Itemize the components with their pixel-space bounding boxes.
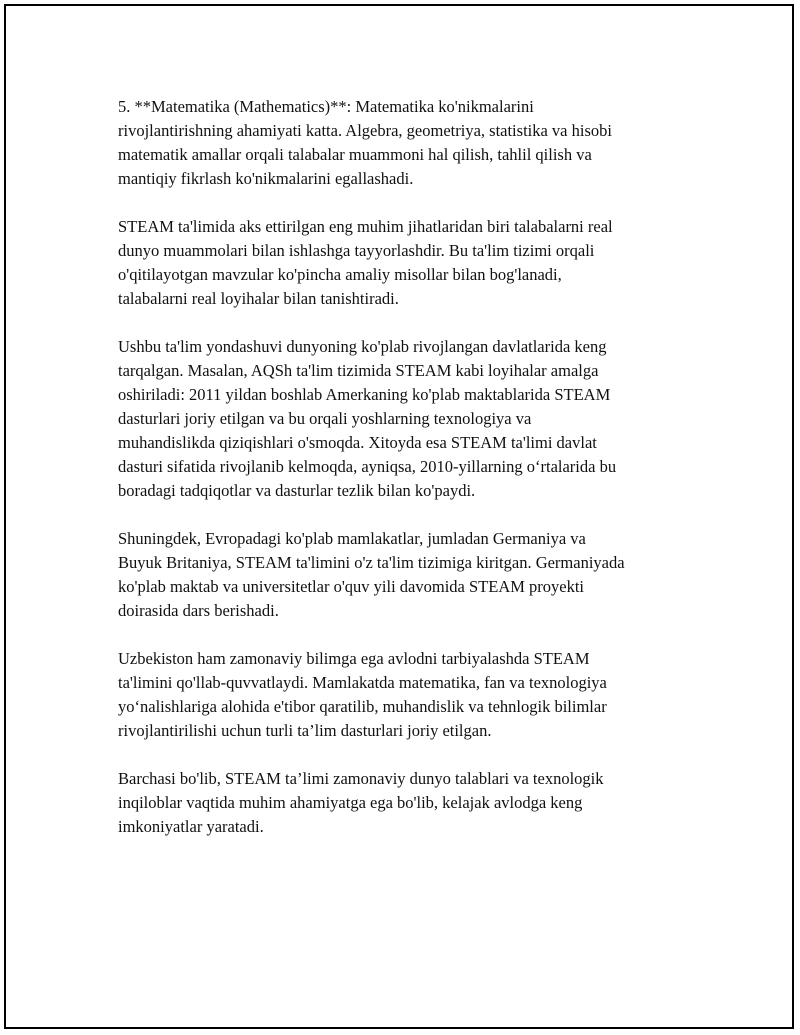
text-line: rivojlantirilishi uchun turli ta’lim dasturlari joriy etilgan. [118,721,492,740]
text-line: Uzbekiston ham zamonaviy bilimga ega avlodni tarbiyalashda STEAM [118,649,590,668]
text-line: muhandislikda qiziqishlari o'smoqda. Xitoyda esa STEAM ta'limi davlat [118,433,597,452]
text-line: dasturlari joriy etilgan va bu orqali yoshlarning texnologiya va [118,409,532,428]
text-line: doirasida dars berishadi. [118,601,279,620]
paragraph-uzbekistan [118,647,688,743]
paragraph-real-world [118,215,688,311]
document-body [118,95,688,863]
paragraph-europe [118,527,688,623]
text-line: boradagi tadqiqotlar va dasturlar tezlik bilan ko'paydi. [118,481,476,500]
text-line: rivojlantirishning ahamiyati katta. Algebra, geometriya, statistika va hisobi [118,121,612,140]
text-line: ta'limini qo'llab-quvvatlaydi. Mamlakatda matematika, fan va texnologiya [118,673,607,692]
text-line: tarqalgan. Masalan, AQSh ta'lim tizimida STEAM kabi loyihalar amalga [118,361,599,380]
text-line: talabalarni real loyihalar bilan tanishtiradi. [118,289,399,308]
text-line: Barchasi bo'lib, STEAM ta’limi zamonaviy dunyo talablari va texnologik [118,769,604,788]
text-line: oshiriladi: 2011 yildan boshlab Amerkaning ko'plab maktablarida STEAM [118,385,611,404]
text-line: imkoniyatlar yaratadi. [118,817,264,836]
text-line: yo‘nalishlariga alohida e'tibor qaratilib, muhandislik va tehnlogik bilimlar [118,697,607,716]
text-line: Buyuk Britaniya, STEAM ta'limini o'z ta'lim tizimiga kiritgan. Germaniyada [118,553,625,572]
text-line: ko'plab maktab va universitetlar o'quv yili davomida STEAM proyekti [118,577,585,596]
text-line: inqiloblar vaqtida muhim ahamiyatga ega bo'lib, kelajak avlodga keng [118,793,583,812]
text-line: o'qitilayotgan mavzular ko'pincha amaliy misollar bilan bog'lanadi, [118,265,562,284]
text-line: Shuningdek, Evropadagi ko'plab mamlakatlar, jumladan Germaniya va [118,529,586,548]
text-line: dasturi sifatida rivojlanib kelmoqda, ayniqsa, 2010-yillarning o‘rtalarida bu [118,457,617,476]
text-line: 5. **Matematika (Mathematics)**: Matematika ko'nikmalarini [118,97,534,116]
paragraph-conclusion [118,767,688,839]
text-line: matematik amallar orqali talabalar muammoni hal qilish, tahlil qilish va [118,145,592,164]
paragraph-mathematics [118,95,688,191]
text-line: dunyo muammolari bilan ishlashga tayyorlashdir. Bu ta'lim tizimi orqali [118,241,595,260]
text-line: STEAM ta'limida aks ettirilgan eng muhim jihatlaridan biri talabalarni real [118,217,613,236]
paragraph-global-adoption [118,335,688,503]
text-line: mantiqiy fikrlash ko'nikmalarini egallashadi. [118,169,414,188]
text-line: Ushbu ta'lim yondashuvi dunyoning ko'plab rivojlangan davlatlarida keng [118,337,607,356]
